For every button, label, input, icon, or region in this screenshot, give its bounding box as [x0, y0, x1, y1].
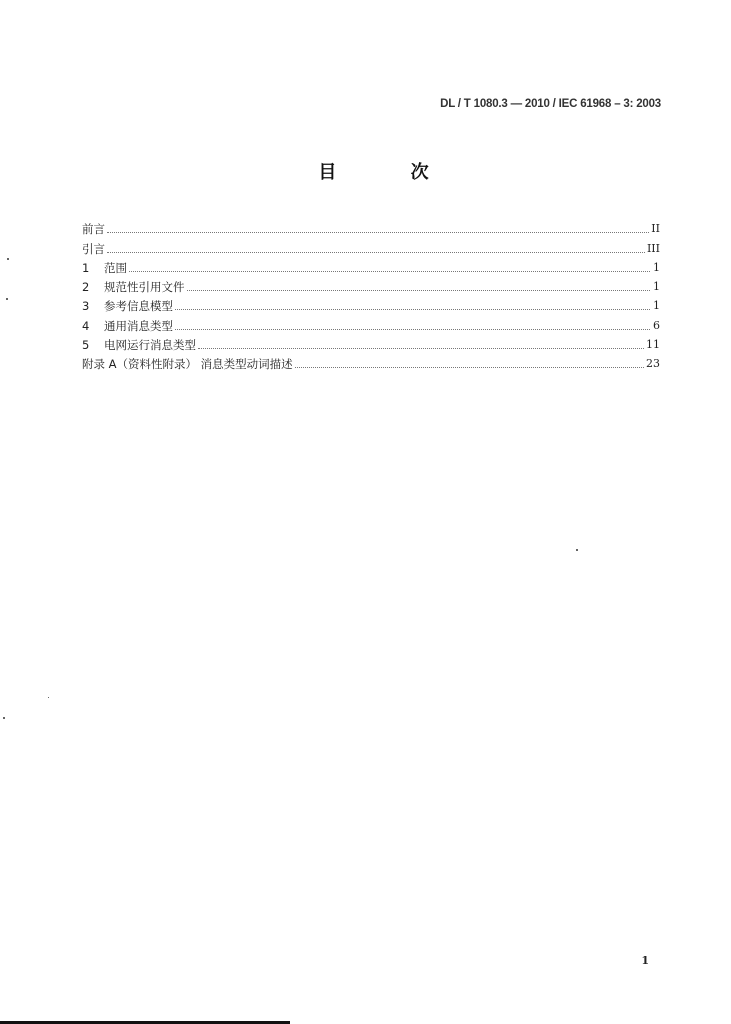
- toc-entry-number: 4: [82, 318, 90, 333]
- toc-entry-title: 引言: [82, 241, 105, 256]
- toc-entry-page: 1: [653, 299, 660, 313]
- toc-leader-dots: [198, 347, 644, 349]
- toc-leader-dots: [295, 366, 644, 368]
- toc-entry-preface[interactable]: [82, 217, 660, 236]
- toc-leader-dots: [107, 231, 649, 233]
- toc-entry-general-message-types[interactable]: [82, 313, 660, 332]
- toc-entry-page: 1: [653, 260, 660, 274]
- toc-entry-page: 1: [653, 280, 660, 294]
- toc-entry-page: 11: [646, 338, 660, 352]
- toc-entry-title: 前言: [82, 222, 105, 237]
- toc-title: 目 次: [318, 162, 463, 183]
- toc-leader-dots: [175, 308, 650, 310]
- toc-entry-title: 规范性引用文件: [104, 280, 185, 295]
- toc-leader-dots: [107, 251, 645, 253]
- standard-number-header: DL / T 1080.3 — 2010 / IEC 61968 – 3: 2003: [440, 98, 661, 110]
- toc-entry-title: 参考信息模型: [104, 299, 173, 314]
- toc-leader-dots: [187, 289, 651, 291]
- toc-entry-normative-references[interactable]: [82, 275, 660, 294]
- toc-entry-title: 范围: [104, 260, 127, 275]
- toc-entry-page: 23: [646, 357, 660, 371]
- toc-entry-grid-operation-message-types[interactable]: [82, 333, 660, 352]
- toc-entry-number: 1: [82, 260, 90, 275]
- toc-entry-page: 6: [653, 318, 660, 332]
- scan-speck: [48, 697, 49, 698]
- toc-entry-reference-model[interactable]: [82, 294, 660, 313]
- toc-leader-dots: [129, 270, 650, 272]
- scan-speck: [576, 549, 578, 551]
- scan-speck: [6, 298, 8, 300]
- toc-entry-appendix-a[interactable]: [82, 352, 660, 371]
- toc-entry-scope[interactable]: [82, 256, 660, 275]
- toc-entry-page: II: [651, 222, 660, 236]
- scan-speck: [7, 258, 9, 260]
- toc-entry-title: 附录 A（资料性附录） 消息类型动词描述: [82, 357, 293, 372]
- toc-entry-number: 2: [82, 280, 90, 295]
- toc-entry-title: 电网运行消息类型: [104, 338, 196, 353]
- table-of-contents: [82, 217, 660, 371]
- toc-entry-introduction[interactable]: [82, 236, 660, 255]
- toc-leader-dots: [175, 328, 650, 330]
- page-number: 1: [641, 954, 649, 967]
- scan-speck: [3, 717, 5, 719]
- toc-entry-number: 3: [82, 299, 90, 314]
- toc-entry-title: 通用消息类型: [104, 318, 173, 333]
- toc-entry-page: III: [646, 241, 660, 255]
- toc-entry-number: 5: [82, 338, 90, 353]
